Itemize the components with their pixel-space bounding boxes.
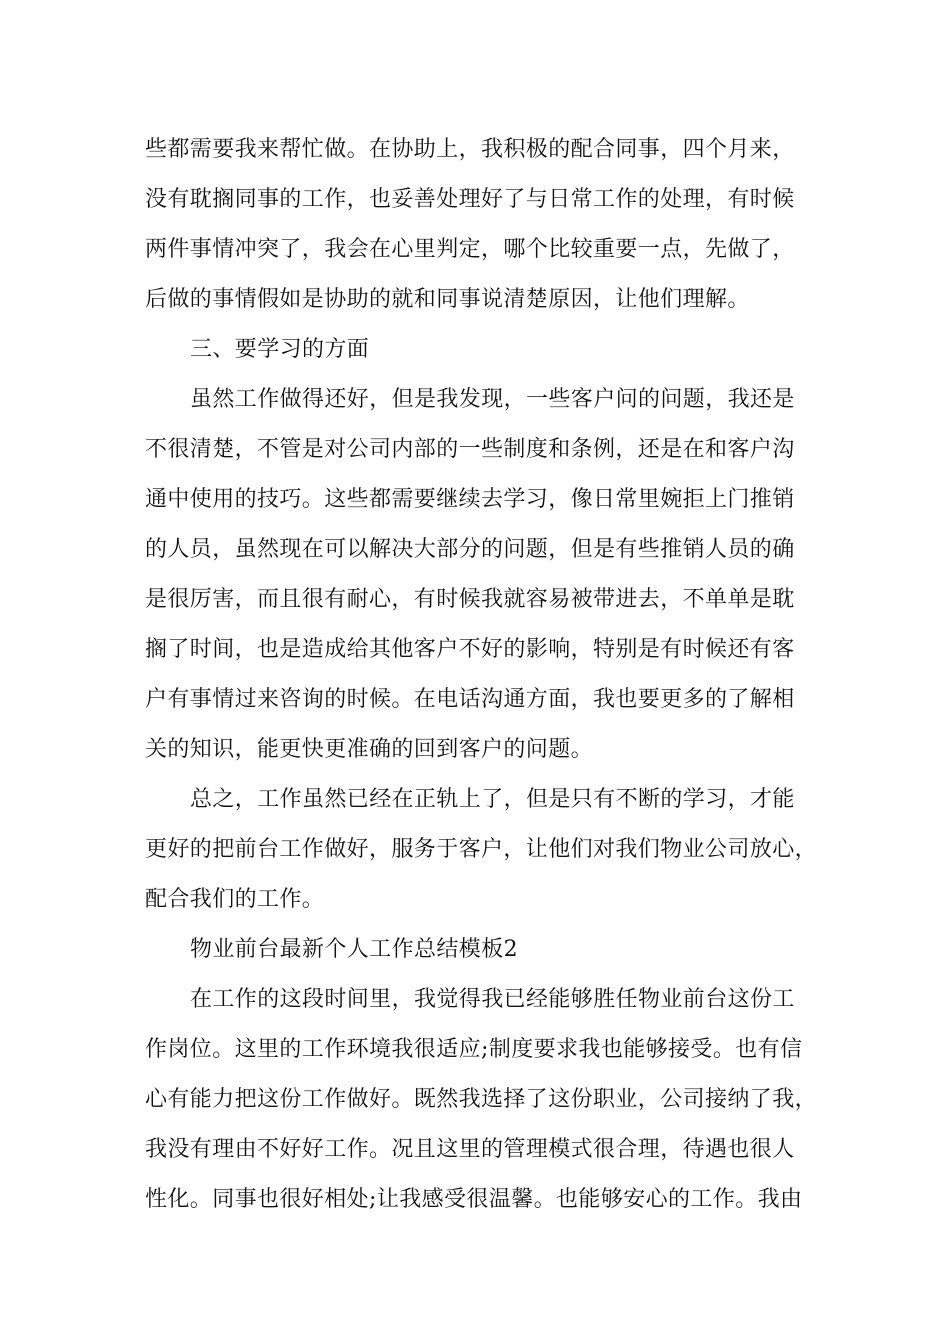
paragraph-line: 两件事情冲突了，我会在心里判定，哪个比较重要一点，先做了，: [145, 237, 795, 262]
paragraph-line: 搁了时间，也是造成给其他客户不好的影响，特别是有时候还有客: [145, 637, 795, 662]
section-title: 物业前台最新个人工作总结模板2: [190, 937, 518, 962]
paragraph-line: 作岗位。这里的工作环境我很适应;制度要求我也能够接受。也有信: [145, 1037, 803, 1062]
paragraph-line: 不很清楚，不管是对公司内部的一些制度和条例，还是在和客户沟: [145, 437, 795, 462]
paragraph-line: 配合我们的工作。: [145, 887, 325, 912]
section-heading: 三、要学习的方面: [190, 337, 370, 362]
paragraph-line: 心有能力把这份工作做好。既然我选择了这份职业，公司接纳了我，: [145, 1087, 818, 1112]
paragraph-line: 没有耽搁同事的工作，也妥善处理好了与日常工作的处理，有时候: [145, 187, 795, 212]
paragraph-line: 在工作的这段时间里，我觉得我已经能够胜任物业前台这份工: [190, 987, 795, 1012]
paragraph-line: 总之，工作虽然已经在正轨上了，但是只有不断的学习，才能: [190, 787, 795, 812]
paragraph-line: 虽然工作做得还好，但是我发现，一些客户问的问题，我还是: [190, 387, 795, 412]
paragraph-line: 是很厉害，而且很有耐心，有时候我就容易被带进去，不单单是耽: [145, 587, 795, 612]
paragraph-line: 后做的事情假如是协助的就和同事说清楚原因，让他们理解。: [145, 287, 750, 312]
paragraph-line: 户有事情过来咨询的时候。在电话沟通方面，我也要更多的了解相: [145, 687, 795, 712]
paragraph-line: 性化。同事也很好相处;让我感受很温馨。也能够安心的工作。我由: [145, 1187, 803, 1212]
paragraph-line: 更好的把前台工作做好，服务于客户，让他们对我们物业公司放心，: [145, 837, 818, 862]
paragraph-line: 的人员，虽然现在可以解决大部分的问题，但是有些推销人员的确: [145, 537, 795, 562]
paragraph-line: 些都需要我来帮忙做。在协助上，我积极的配合同事，四个月来，: [145, 137, 795, 162]
paragraph-line: 关的知识，能更快更准确的回到客户的问题。: [145, 737, 594, 762]
paragraph-line: 通中使用的技巧。这些都需要继续去学习，像日常里婉拒上门推销: [145, 487, 795, 512]
paragraph-line: 我没有理由不好好工作。况且这里的管理模式很合理，待遇也很人: [145, 1137, 795, 1162]
